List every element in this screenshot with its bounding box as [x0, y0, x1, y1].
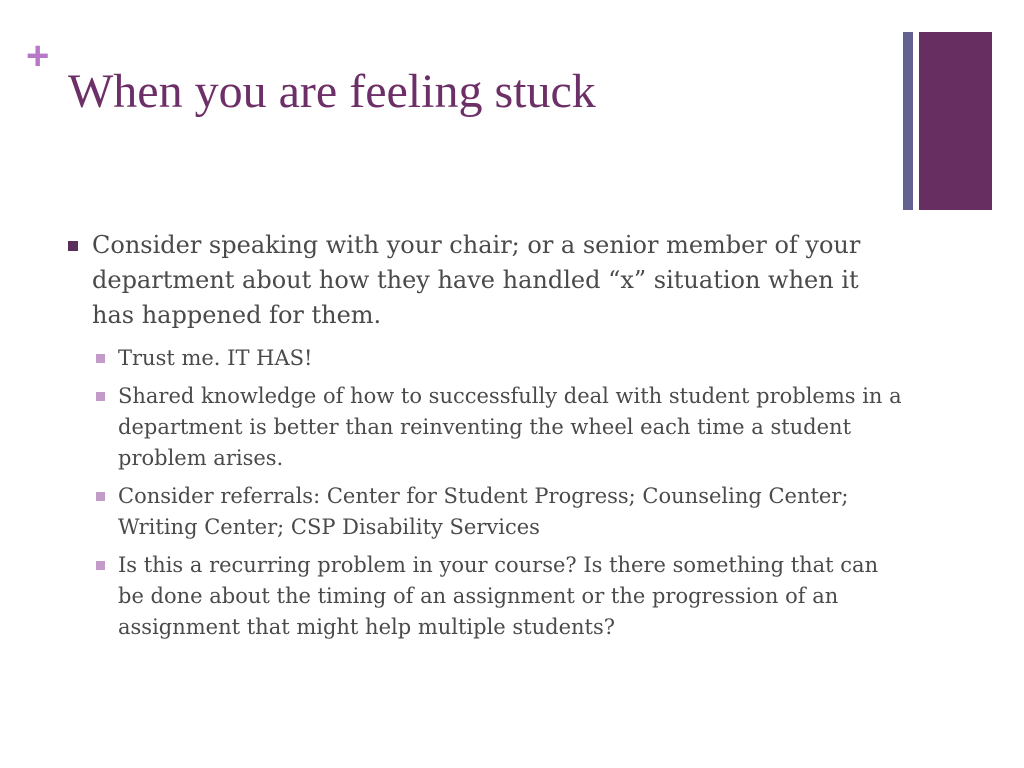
- accent-bar-wide: [919, 32, 992, 210]
- sub-bullet-text: Is this a recurring problem in your course? Is there something that can be done about the timing of an assignment or the progression of an assignment that might help multiple students?: [118, 553, 879, 639]
- sub-bullet-item: [66, 381, 906, 474]
- sub-bullet-item: [66, 481, 906, 543]
- sub-bullet-text: Consider referrals: Center for Student Progress; Counseling Center; Writing Center; CSP Disability Services: [118, 484, 849, 539]
- square-bullet-icon: [96, 392, 105, 401]
- square-bullet-icon: [68, 241, 78, 251]
- sub-bullet-text: Shared knowledge of how to successfully deal with student problems in a department is better than reinventing the wheel each time a student problem arises.: [118, 384, 902, 470]
- square-bullet-icon: [96, 354, 105, 363]
- sub-bullet-list: [66, 343, 906, 643]
- sub-bullet-item: [66, 550, 906, 643]
- slide-content: [66, 228, 906, 650]
- sub-bullet-item: [66, 343, 906, 374]
- plus-icon: +: [26, 34, 50, 78]
- sub-bullet-text: Trust me. IT HAS!: [118, 346, 313, 370]
- slide-title: When you are feeling stuck: [68, 65, 596, 118]
- bullet-item: [66, 228, 906, 333]
- square-bullet-icon: [96, 492, 105, 501]
- bullet-text: Consider speaking with your chair; or a senior member of your department about how they have handled “x” situation when it has happened for them.: [92, 231, 861, 329]
- square-bullet-icon: [96, 561, 105, 570]
- accent-bar-thin: [903, 32, 913, 210]
